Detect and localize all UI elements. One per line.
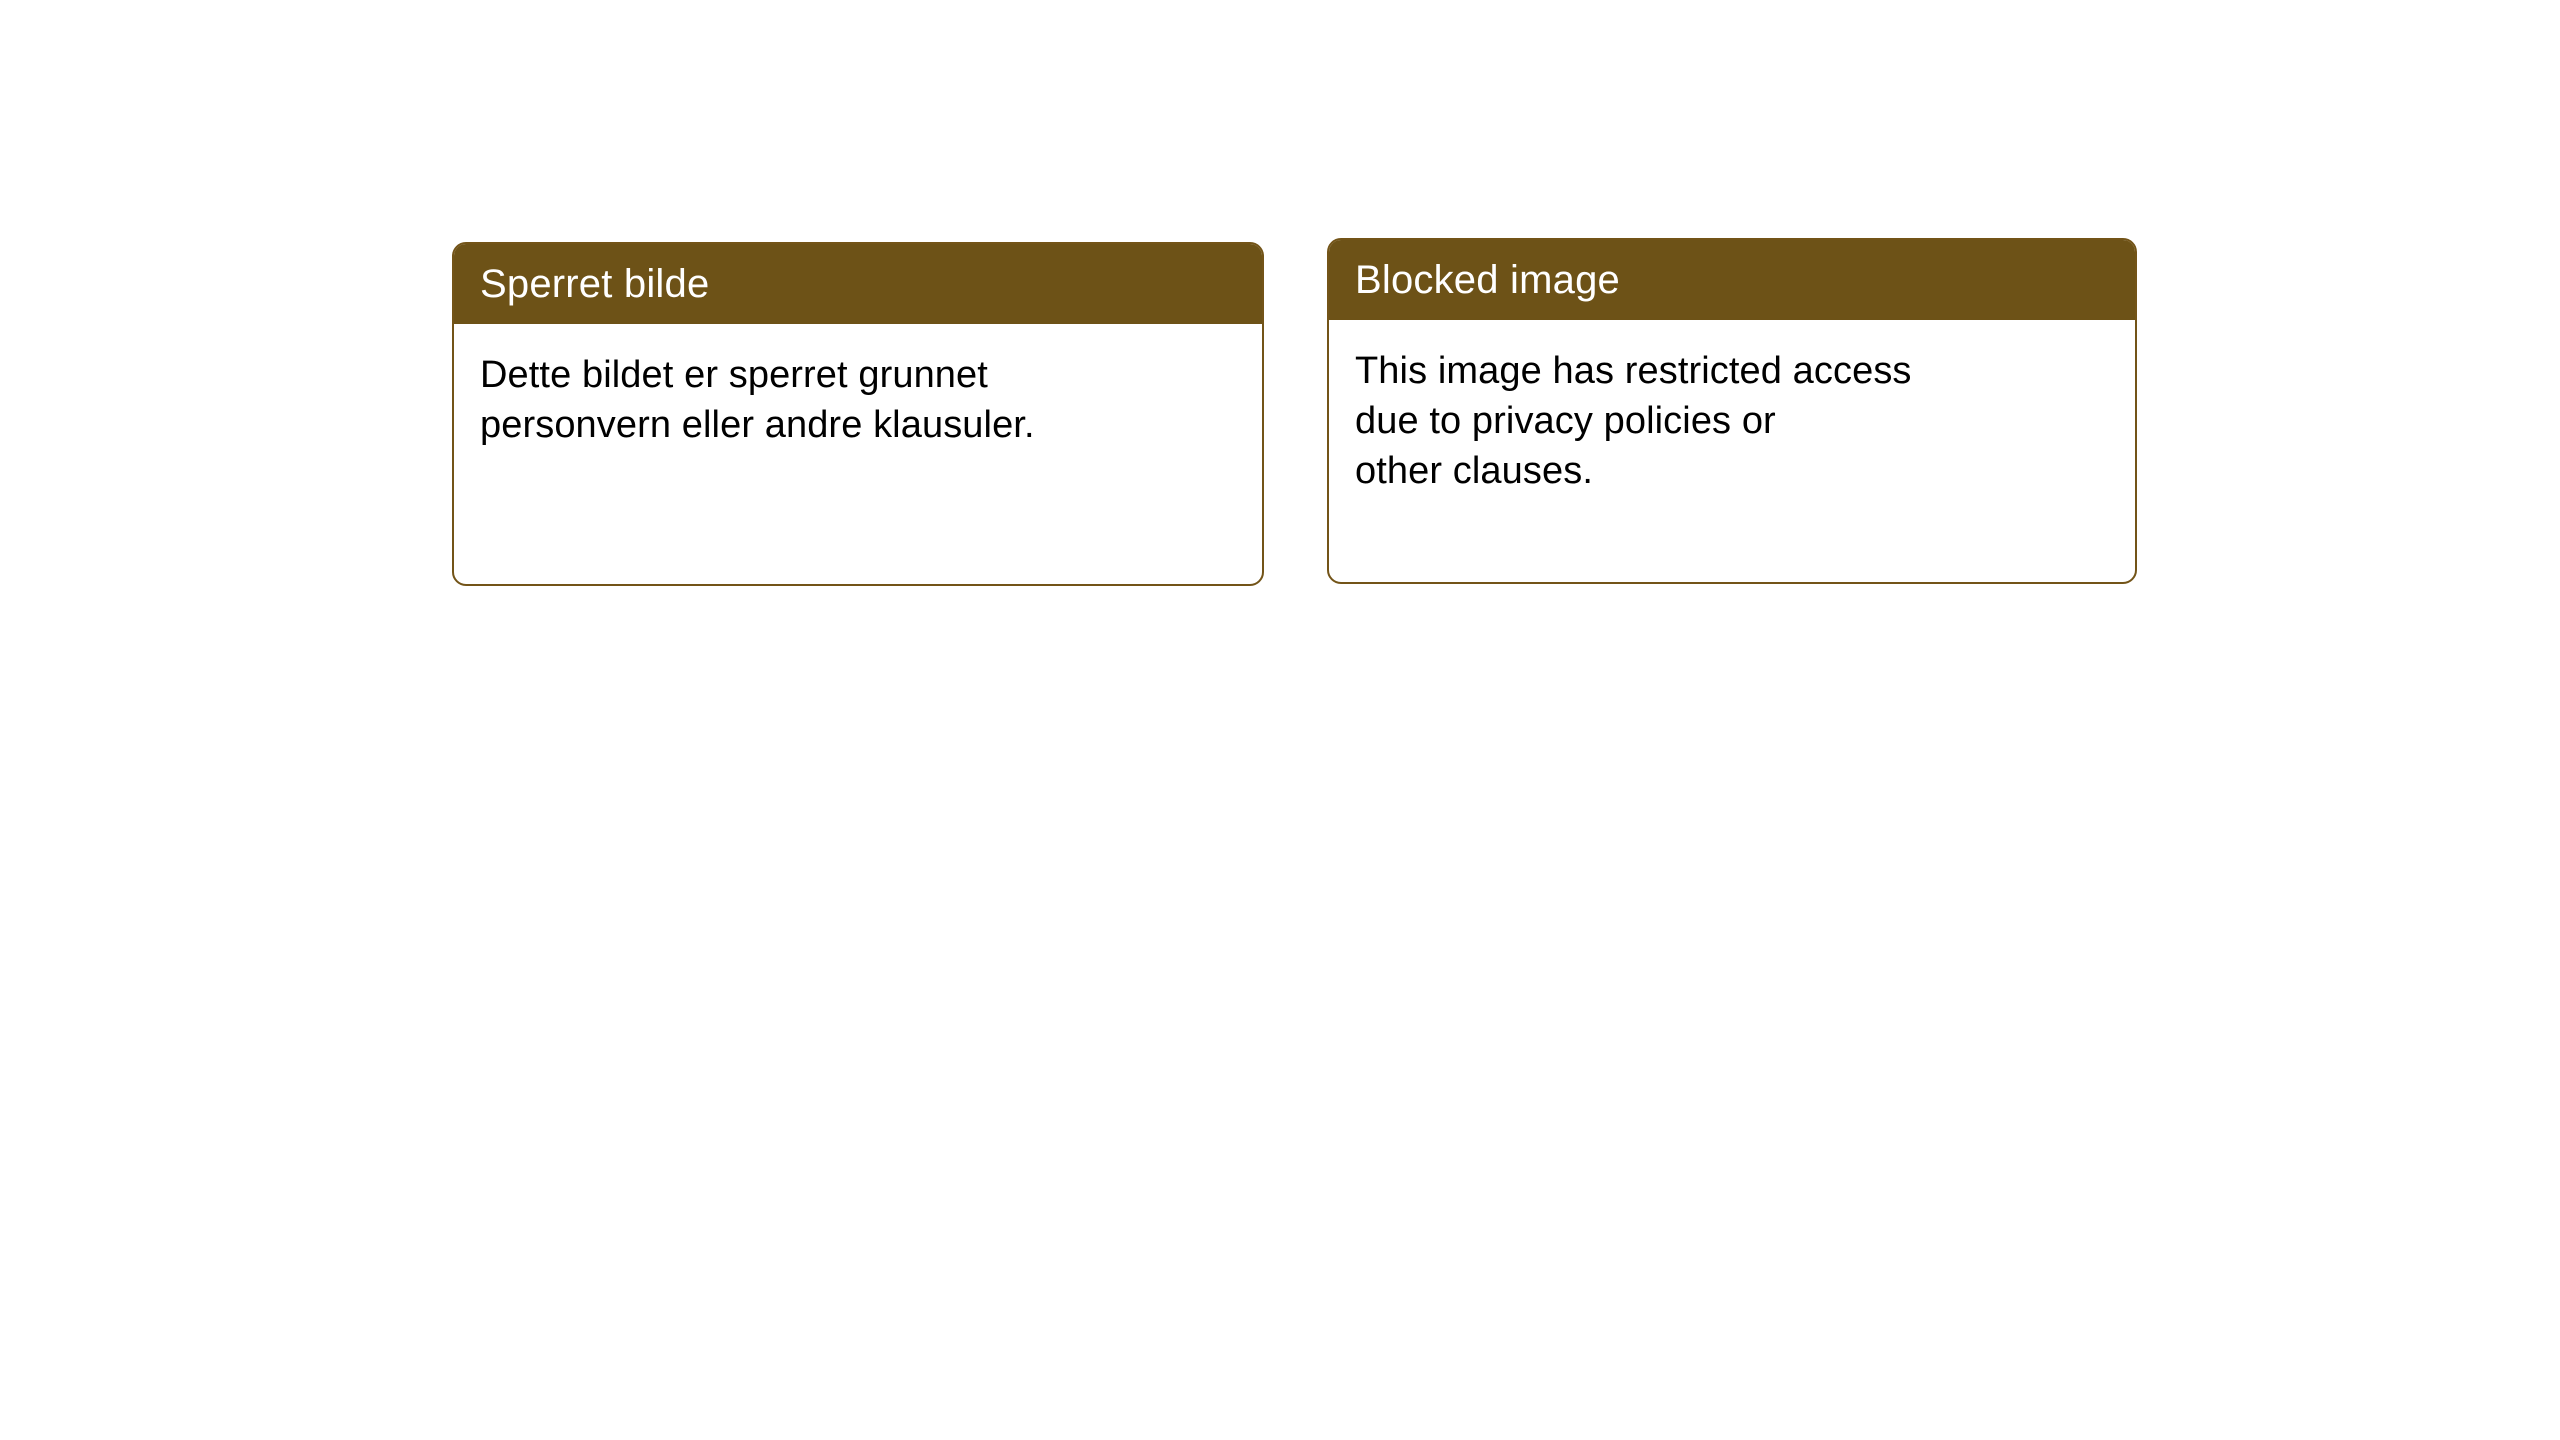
blocked-image-notice-no bbox=[452, 242, 1264, 586]
notice-body-line: due to privacy policies or bbox=[1355, 400, 1776, 443]
notice-body-line: other clauses. bbox=[1355, 450, 1593, 493]
notice-title-no: Sperret bilde bbox=[454, 244, 1262, 324]
notice-body-no bbox=[454, 324, 1262, 584]
notice-title-en: Blocked image bbox=[1329, 240, 2135, 320]
blocked-image-notice-en bbox=[1327, 238, 2137, 584]
notice-body-line: This image has restricted access bbox=[1355, 350, 1912, 392]
notice-body-line: Dette bildet er sperret grunnet bbox=[480, 354, 988, 396]
notice-body-line: personvern eller andre klausuler. bbox=[480, 404, 1035, 447]
notice-body-en bbox=[1329, 320, 2135, 582]
